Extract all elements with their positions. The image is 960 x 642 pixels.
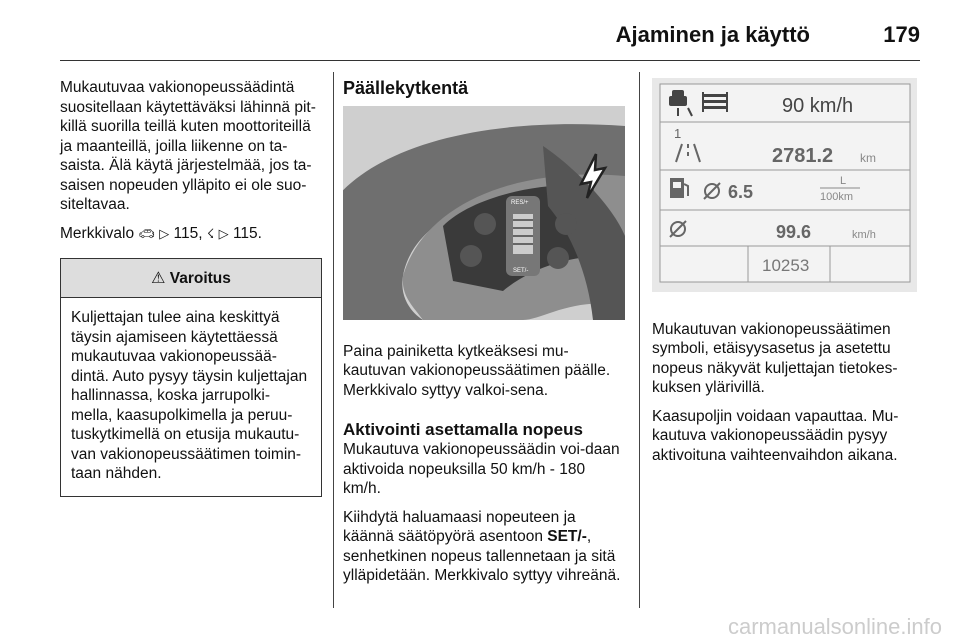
paragraph-speed-range: Mukautuva vakionopeussäädin voi-daan aktivoida nopeuksilla 50 km/h - 180 km/h. — [343, 441, 620, 497]
reference-link[interactable]: 115, — [173, 224, 203, 242]
column-right — [652, 78, 920, 474]
arrow-ref-icon: ▷ — [218, 226, 229, 242]
trip-unit: km — [860, 151, 876, 165]
trip-value: 2781.2 — [772, 145, 834, 167]
warning-title: Varoitus — [169, 270, 231, 287]
column-divider — [333, 72, 334, 608]
paragraph-display: Mukautuvan vakionopeussäätimen symboli, etäisyysasetus ja asetettu nopeus näkyvät kuljettajan tietokes-kuksen ylärivillä. — [652, 320, 898, 396]
steering-wheel-image — [343, 106, 625, 320]
warning-triangle-icon: ⚠ — [151, 268, 166, 287]
trip-index: 1 — [674, 126, 682, 141]
car-icon: 🚗︎ — [138, 226, 155, 242]
warning-header — [61, 259, 321, 298]
paragraph-set-speed: Kiihdytä haluamaasi nopeuteen ja käännä säätöpyörä asentoon SET/-, senhetkinen nopeus tallennetaan ja sitä ylläpidetään. Merkkivalo syttyy vihreänä. — [343, 508, 621, 584]
warning-text: Kuljettajan tulee aina keskittyä täysin ajamiseen käytettäessä mukautuvaa vakionopeussää-dintä. Auto pysyy täysin kuljettajan hallinnassa, koska jarrupolki-mella, kaasupolkimella ja peruu-tuskytkimellä on etusija mukautu-van vakionopeussäätimen toimin-taan nähden. — [71, 309, 308, 482]
subheading: Aktivointi asettamalla nopeus — [343, 420, 583, 439]
watermark: carmanualsonline.info — [727, 614, 942, 639]
intro-paragraph: Mukautuvaa vakionopeussäädintä suositellaan käytettäväksi lähinnä pit-killä suorilla teillä kuten moottoriteillä ja maanteillä, joilla liikenne on ta-saista. Älä käytä järjestelmää, jos ta-saisen nopeuden ylläpito ei ole suo-siteltavaa. — [60, 79, 316, 213]
set-speed: 90 km/h — [782, 95, 854, 117]
avg-speed-value: 99.6 — [776, 222, 812, 242]
reference-link[interactable]: 115. — [232, 224, 262, 242]
column-divider — [639, 72, 640, 608]
section-title: Ajaminen ja käyttö — [615, 22, 810, 47]
page-number: 179 — [883, 22, 920, 47]
avg-speed-unit: km/h — [852, 229, 876, 241]
paragraph-gear-change: Kaasupoljin voidaan vapauttaa. Mu-kautuva vakionopeussäädin pysyy aktivoituna vaihteenvaihdon aikana. — [652, 407, 899, 464]
paragraph-activation: Paina painiketta kytkeäksesi mu-kautuvan vakionopeussäätimen päälle. Merkkivalo syttyy valkoi-sena. — [343, 342, 611, 399]
fuel-unit-top: L — [840, 175, 847, 187]
fuel-value: 6.5 — [728, 182, 754, 202]
column-middle — [343, 78, 625, 595]
cruise-control-icon: ☇ — [206, 226, 215, 242]
warning-box — [60, 258, 322, 497]
driver-info-display — [652, 78, 917, 292]
reference-line: Merkkivalo 🚗︎ ▷ 115, ☇ ▷ 115. — [60, 224, 262, 242]
column-left — [60, 78, 322, 497]
arrow-ref-icon: ▷ — [159, 226, 170, 242]
wheel-label-res: RES/+ — [511, 200, 529, 206]
fuel-unit-bottom: 100km — [820, 191, 854, 203]
page-header — [60, 0, 920, 61]
odometer: 10253 — [762, 256, 810, 275]
distance-bars-icon — [702, 92, 728, 112]
section-heading: Päällekytkentä — [343, 78, 469, 98]
wheel-label-set: SET/- — [513, 268, 529, 274]
